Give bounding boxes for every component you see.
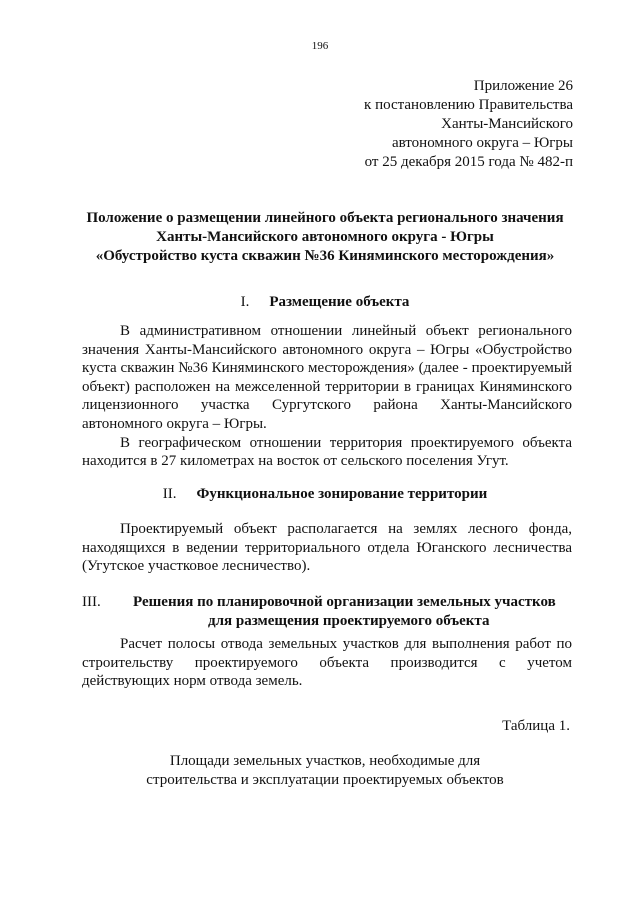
section-2-body bbox=[82, 520, 572, 576]
paragraph: Расчет полосы отвода земельных участков для выполнения работ по строительству проектируемого объекта производится с учетом действующих норм отвода земель. bbox=[82, 636, 572, 690]
section-number: II. bbox=[162, 486, 177, 502]
section-title: Функциональное зонирование территории bbox=[196, 486, 488, 502]
section-3-heading bbox=[82, 593, 572, 631]
paragraph: В географическом отношении территория проектируемого объекта находится в 27 километрах на восток от сельского поселения Угут. bbox=[82, 434, 572, 470]
section-title-line: для размещения проектируемого объекта bbox=[208, 613, 490, 629]
appendix-line: автономного округа – Югры bbox=[391, 135, 573, 151]
appendix-line: от 25 декабря 2015 года № 482-п bbox=[364, 154, 573, 170]
title-line: Ханты-Мансийского автономного округа - Югры bbox=[156, 229, 494, 245]
section-3-body bbox=[82, 635, 572, 691]
section-number: III. bbox=[82, 594, 101, 610]
appendix-line: Ханты-Мансийского bbox=[441, 116, 573, 132]
section-1-heading bbox=[60, 293, 590, 312]
paragraph: Проектируемый объект располагается на землях лесного фонда, находящихся в ведении территориального отдела Юганского лесничества (Угутское участковое лесничество). bbox=[82, 521, 572, 575]
section-1-body bbox=[82, 322, 572, 471]
appendix-line: Приложение 26 bbox=[473, 78, 573, 94]
document-title bbox=[60, 209, 590, 266]
paragraph: В административном отношении линейный объект регионального значения Ханты-Мансийского автономного округа – Югры «Обустройство куста скважин №36 Киняминского месторождения» (далее - проектируемый объект) расположен на межселенной территории в границах Киняминского лицензионного участка Сургутского района Ханты-Мансийского автономного округа – Югры. bbox=[82, 323, 572, 432]
page-number: 196 bbox=[311, 40, 329, 52]
section-2-heading bbox=[60, 485, 590, 504]
appendix-line: к постановлению Правительства bbox=[364, 97, 573, 113]
section-number: I. bbox=[240, 294, 250, 310]
section-title: Размещение объекта bbox=[269, 294, 410, 310]
caption-line: строительства и эксплуатации проектируемых объектов bbox=[146, 772, 504, 788]
title-line: Положение о размещении линейного объекта регионального значения bbox=[86, 210, 564, 226]
appendix-header bbox=[364, 77, 573, 172]
caption-line: Площади земельных участков, необходимые для bbox=[169, 753, 481, 769]
section-title-line: Решения по планировочной организации земельных участков bbox=[133, 594, 556, 610]
title-line: «Обустройство куста скважин №36 Киняминского месторождения» bbox=[95, 248, 555, 264]
table-caption bbox=[60, 752, 590, 790]
table-label: Таблица 1. bbox=[502, 718, 570, 734]
